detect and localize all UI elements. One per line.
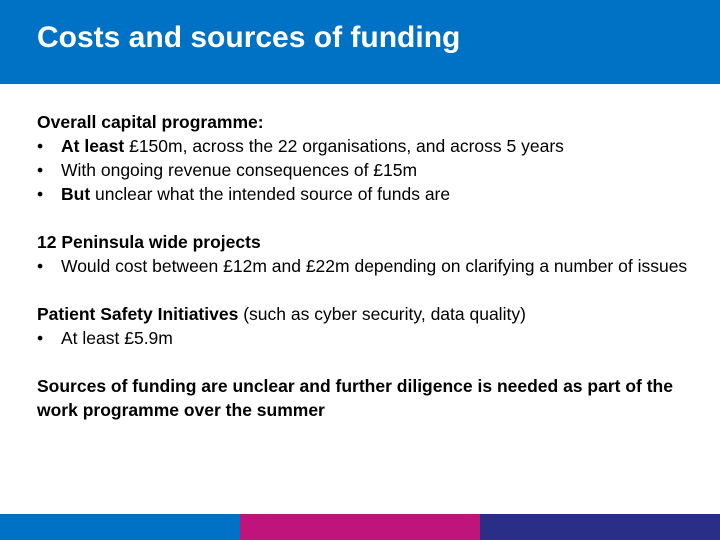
footer-magenta-segment bbox=[240, 514, 480, 540]
section-capital-programme bbox=[37, 110, 702, 206]
bullet-item bbox=[37, 134, 702, 158]
bullet-text: Would cost between £12m and £22m depending on clarifying a number of issues bbox=[61, 256, 688, 276]
footer-navy-segment bbox=[480, 514, 720, 540]
bullet-bold-text: At least bbox=[61, 136, 125, 156]
slide-title: Costs and sources of funding bbox=[37, 21, 461, 54]
bullet-text: £150m, across the 22 organisations, and across 5 years bbox=[124, 136, 564, 156]
bullet-icon: • bbox=[37, 136, 44, 156]
bullet-bold-text: But bbox=[61, 184, 91, 204]
bullet-item bbox=[37, 254, 702, 278]
section-patient-safety bbox=[37, 302, 702, 350]
bullet-icon: • bbox=[37, 184, 44, 204]
bullet-list bbox=[37, 134, 702, 206]
bullet-item bbox=[37, 326, 702, 350]
bullet-text: At least £5.9m bbox=[61, 328, 173, 348]
conclusion-text: Sources of funding are unclear and further diligence is needed as part of the work programme over the summer bbox=[37, 376, 673, 420]
bullet-list bbox=[37, 326, 702, 350]
section-heading: Patient Safety Initiatives bbox=[37, 304, 239, 324]
footer-color-band bbox=[0, 514, 720, 540]
bullet-icon: • bbox=[37, 160, 44, 180]
title-bar bbox=[0, 0, 720, 84]
section-heading: Overall capital programme: bbox=[37, 112, 264, 132]
bullet-text: unclear what the intended source of funds are bbox=[90, 184, 451, 204]
section-heading-note: (such as cyber security, data quality) bbox=[238, 304, 526, 324]
bullet-item bbox=[37, 158, 702, 182]
bullet-item bbox=[37, 182, 702, 206]
slide-content bbox=[37, 110, 702, 422]
footer-blue-segment bbox=[0, 514, 240, 540]
title-divider bbox=[0, 84, 720, 92]
section-peninsula-projects bbox=[37, 230, 702, 278]
section-conclusion bbox=[37, 374, 702, 422]
bullet-list bbox=[37, 254, 702, 278]
section-heading: 12 Peninsula wide projects bbox=[37, 232, 261, 252]
bullet-icon: • bbox=[37, 256, 44, 276]
bullet-text: With ongoing revenue consequences of £15m bbox=[61, 160, 418, 180]
bullet-icon: • bbox=[37, 328, 44, 348]
section-heading-line bbox=[37, 302, 702, 326]
